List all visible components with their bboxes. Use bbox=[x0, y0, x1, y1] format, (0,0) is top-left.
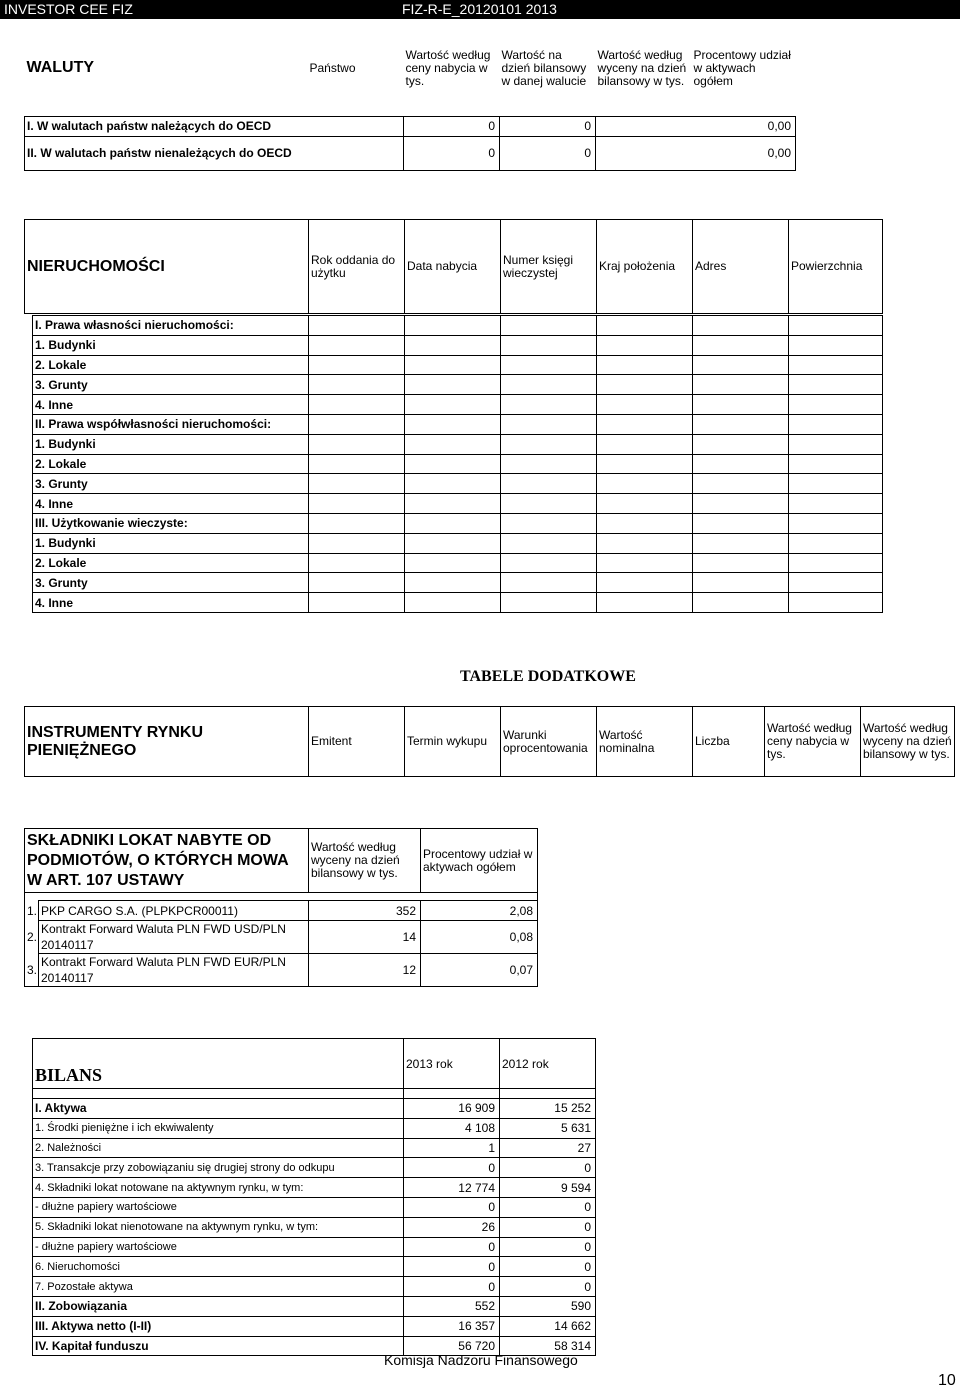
empty-cell bbox=[597, 414, 693, 434]
empty-cell bbox=[309, 414, 405, 434]
empty-cell bbox=[597, 533, 693, 553]
value: 12 bbox=[309, 954, 421, 987]
empty-cell bbox=[597, 355, 693, 375]
table-row bbox=[33, 474, 883, 494]
empty-cell bbox=[501, 454, 597, 474]
table-row bbox=[25, 954, 538, 987]
empty-cell bbox=[405, 316, 501, 336]
row-number: 1. bbox=[25, 901, 39, 921]
row-label: 2. Lokale bbox=[33, 355, 309, 375]
value-2012: 590 bbox=[500, 1296, 596, 1316]
table-row bbox=[33, 454, 883, 474]
empty-cell bbox=[597, 375, 693, 395]
row-label: - dłużne papiery wartościowe bbox=[33, 1197, 404, 1217]
row-number: 2. bbox=[25, 921, 39, 954]
table-row bbox=[25, 136, 796, 170]
empty-cell bbox=[789, 513, 883, 533]
table-row bbox=[33, 1277, 596, 1297]
table-row bbox=[33, 414, 883, 434]
waluty-table bbox=[24, 40, 796, 171]
value-2012: 0 bbox=[500, 1217, 596, 1237]
col-header: Wartość według wyceny na dzień bilansowy w tys. bbox=[861, 707, 955, 777]
value-2012: 0 bbox=[500, 1158, 596, 1178]
col-header: Procentowy udział w aktywach ogółem bbox=[421, 829, 538, 893]
table-row bbox=[33, 513, 883, 533]
row-label: - dłużne papiery wartościowe bbox=[33, 1237, 404, 1257]
value-2013: 56 720 bbox=[404, 1336, 500, 1356]
empty-cell bbox=[405, 533, 501, 553]
row-label: 3. Transakcje przy zobowiązaniu się drugiej strony do odkupu bbox=[33, 1158, 404, 1178]
empty-cell bbox=[309, 533, 405, 553]
row-label: Kontrakt Forward Waluta PLN FWD USD/PLN 20140117 bbox=[39, 921, 309, 954]
col-header: Wartość według ceny nabycia w tys. bbox=[405, 47, 491, 88]
value: 352 bbox=[309, 901, 421, 921]
table-row bbox=[33, 316, 883, 336]
empty-cell bbox=[693, 454, 789, 474]
nieruchomosci-title: NIERUCHOMOŚCI bbox=[25, 220, 309, 314]
row-label: 4. Inne bbox=[33, 494, 309, 514]
nieruchomosci-header bbox=[24, 219, 883, 314]
table-row bbox=[33, 1099, 596, 1119]
empty-cell bbox=[309, 316, 405, 336]
empty-cell bbox=[789, 335, 883, 355]
instrumenty-table bbox=[24, 706, 955, 777]
table-row bbox=[33, 1237, 596, 1257]
col-header: Powierzchnia bbox=[789, 220, 883, 314]
empty-cell bbox=[789, 355, 883, 375]
empty-cell bbox=[693, 335, 789, 355]
empty-cell bbox=[597, 335, 693, 355]
empty-cell bbox=[693, 593, 789, 613]
empty-cell bbox=[309, 375, 405, 395]
page-number: 10 bbox=[938, 1372, 956, 1389]
empty-cell bbox=[597, 494, 693, 514]
row-label: 4. Inne bbox=[33, 395, 309, 415]
empty-cell bbox=[789, 474, 883, 494]
empty-cell bbox=[309, 553, 405, 573]
table-row bbox=[33, 533, 883, 553]
row-label: 1. Środki pieniężne i ich ekwiwalenty bbox=[33, 1118, 404, 1138]
col-header: Wartość według ceny nabycia w tys. bbox=[765, 707, 861, 777]
col-header: Wartość na dzień bilansowy w danej walucie bbox=[501, 47, 587, 88]
empty-cell bbox=[693, 474, 789, 494]
value: 0,00 bbox=[596, 136, 796, 170]
table-row bbox=[33, 1257, 596, 1277]
col-header: Wartość według wyceny na dzień bilansowy w tys. bbox=[309, 829, 421, 893]
value: 0,00 bbox=[596, 116, 796, 136]
row-label: 4. Składniki lokat notowane na aktywnym rynku, w tym: bbox=[33, 1178, 404, 1198]
row-label: 6. Nieruchomości bbox=[33, 1257, 404, 1277]
empty-cell bbox=[789, 375, 883, 395]
empty-cell bbox=[693, 513, 789, 533]
report-id: FIZ-R-E_20120101 2013 bbox=[402, 1, 557, 17]
nieruchomosci-rows bbox=[32, 315, 883, 613]
skladniki-title: SKŁADNIKI LOKAT NABYTE OD PODMIOTÓW, O KTÓRYCH MOWA W ART. 107 USTAWY bbox=[25, 829, 309, 893]
col-header: Data nabycia bbox=[405, 220, 501, 314]
value-2012: 58 314 bbox=[500, 1336, 596, 1356]
table-row bbox=[33, 1296, 596, 1316]
empty-cell bbox=[405, 335, 501, 355]
value-2013: 552 bbox=[404, 1296, 500, 1316]
table-row bbox=[33, 335, 883, 355]
empty-cell bbox=[693, 395, 789, 415]
footer-text: Komisja Nadzoru Finansowego bbox=[384, 1352, 578, 1368]
instrumenty-title: INSTRUMENTY RYNKU PIENIĘŻNEGO bbox=[25, 707, 309, 777]
row-label: 4. Inne bbox=[33, 593, 309, 613]
empty-cell bbox=[597, 395, 693, 415]
empty-cell bbox=[501, 533, 597, 553]
row-label: 1. Budynki bbox=[33, 434, 309, 454]
row-label: 7. Pozostałe aktywa bbox=[33, 1277, 404, 1297]
empty-cell bbox=[597, 316, 693, 336]
empty-cell bbox=[693, 573, 789, 593]
table-row bbox=[33, 355, 883, 375]
empty-cell bbox=[405, 375, 501, 395]
value-2012: 0 bbox=[500, 1257, 596, 1277]
value: 0 bbox=[404, 116, 500, 136]
empty-cell bbox=[405, 573, 501, 593]
col-header: 2013 rok bbox=[404, 1039, 500, 1089]
empty-cell bbox=[789, 553, 883, 573]
empty-cell bbox=[405, 355, 501, 375]
empty-cell bbox=[501, 553, 597, 573]
value-2012: 27 bbox=[500, 1138, 596, 1158]
empty-cell bbox=[309, 593, 405, 613]
table-row bbox=[33, 395, 883, 415]
col-header: Termin wykupu bbox=[405, 707, 501, 777]
empty-cell bbox=[597, 593, 693, 613]
table-row bbox=[33, 375, 883, 395]
col-header: Liczba bbox=[693, 707, 765, 777]
empty-cell bbox=[789, 414, 883, 434]
table-row bbox=[25, 921, 538, 954]
col-header: Emitent bbox=[309, 707, 405, 777]
col-header: Wartość według wyceny na dzień bilansowy w tys. bbox=[597, 47, 687, 88]
empty-cell bbox=[309, 454, 405, 474]
row-label: 2. Lokale bbox=[33, 553, 309, 573]
tabele-dodatkowe-title: TABELE DODATKOWE bbox=[460, 668, 636, 685]
row-label: 5. Składniki lokat nienotowane na aktywnym rynku, w tym: bbox=[33, 1217, 404, 1237]
value-2012: 5 631 bbox=[500, 1118, 596, 1138]
empty-cell bbox=[405, 494, 501, 514]
empty-cell bbox=[405, 395, 501, 415]
table-row bbox=[33, 494, 883, 514]
empty-cell bbox=[405, 414, 501, 434]
empty-cell bbox=[693, 414, 789, 434]
empty-cell bbox=[501, 316, 597, 336]
col-header: Numer księgi wieczystej bbox=[501, 220, 597, 314]
row-label: 3. Grunty bbox=[33, 573, 309, 593]
row-label: 2. Lokale bbox=[33, 454, 309, 474]
empty-cell bbox=[309, 434, 405, 454]
empty-cell bbox=[501, 355, 597, 375]
empty-cell bbox=[501, 593, 597, 613]
empty-cell bbox=[405, 593, 501, 613]
value-2013: 0 bbox=[404, 1237, 500, 1257]
row-number: 3. bbox=[25, 954, 39, 987]
empty-cell bbox=[789, 395, 883, 415]
empty-cell bbox=[501, 434, 597, 454]
value-2012: 0 bbox=[500, 1277, 596, 1297]
value-2013: 16 357 bbox=[404, 1316, 500, 1336]
empty-cell bbox=[597, 454, 693, 474]
table-row bbox=[33, 434, 883, 454]
value-2013: 0 bbox=[404, 1277, 500, 1297]
value-2012: 0 bbox=[500, 1197, 596, 1217]
row-label: I. Aktywa bbox=[33, 1099, 404, 1119]
empty-cell bbox=[405, 553, 501, 573]
bilans-table bbox=[32, 1038, 596, 1356]
table-row bbox=[33, 1178, 596, 1198]
value-2013: 4 108 bbox=[404, 1118, 500, 1138]
empty-cell bbox=[501, 414, 597, 434]
value: 0,07 bbox=[421, 954, 538, 987]
row-label: IV. Kapitał funduszu bbox=[33, 1336, 404, 1356]
table-row bbox=[33, 1197, 596, 1217]
value-2013: 0 bbox=[404, 1257, 500, 1277]
empty-cell bbox=[309, 335, 405, 355]
empty-cell bbox=[501, 375, 597, 395]
row-label: I. Prawa własności nieruchomości: bbox=[33, 316, 309, 336]
row-label: II. Zobowiązania bbox=[33, 1296, 404, 1316]
empty-cell bbox=[789, 573, 883, 593]
value-2013: 16 909 bbox=[404, 1099, 500, 1119]
row-label: III. Aktywa netto (I-II) bbox=[33, 1316, 404, 1336]
fund-name: INVESTOR CEE FIZ bbox=[4, 1, 133, 17]
empty-cell bbox=[597, 553, 693, 573]
empty-cell bbox=[309, 474, 405, 494]
table-row bbox=[33, 1316, 596, 1336]
empty-cell bbox=[501, 395, 597, 415]
table-row bbox=[33, 1217, 596, 1237]
value-2012: 0 bbox=[500, 1237, 596, 1257]
empty-cell bbox=[693, 494, 789, 514]
empty-cell bbox=[789, 316, 883, 336]
row-label: III. Użytkowanie wieczyste: bbox=[33, 513, 309, 533]
empty-cell bbox=[597, 573, 693, 593]
value-2012: 9 594 bbox=[500, 1178, 596, 1198]
empty-cell bbox=[309, 395, 405, 415]
col-header: Wartość nominalna bbox=[597, 707, 693, 777]
table-row bbox=[33, 553, 883, 573]
empty-cell bbox=[597, 474, 693, 494]
table-row bbox=[33, 1138, 596, 1158]
table-row bbox=[25, 901, 538, 921]
col-header: Warunki oprocentowania bbox=[501, 707, 597, 777]
row-label: 3. Grunty bbox=[33, 474, 309, 494]
empty-cell bbox=[693, 434, 789, 454]
empty-cell bbox=[405, 513, 501, 533]
col-header: Rok oddania do użytku bbox=[309, 220, 405, 314]
value-2013: 1 bbox=[404, 1138, 500, 1158]
col-header: 2012 rok bbox=[500, 1039, 596, 1089]
col-header: Kraj położenia bbox=[597, 220, 693, 314]
empty-cell bbox=[789, 434, 883, 454]
empty-cell bbox=[693, 375, 789, 395]
table-row bbox=[33, 1158, 596, 1178]
empty-cell bbox=[405, 434, 501, 454]
empty-cell bbox=[789, 454, 883, 474]
value: 0 bbox=[404, 136, 500, 170]
value: 0 bbox=[500, 136, 596, 170]
value-2012: 15 252 bbox=[500, 1099, 596, 1119]
value-2012: 14 662 bbox=[500, 1316, 596, 1336]
value-2013: 0 bbox=[404, 1197, 500, 1217]
empty-cell bbox=[405, 474, 501, 494]
empty-cell bbox=[501, 573, 597, 593]
value-2013: 26 bbox=[404, 1217, 500, 1237]
empty-cell bbox=[405, 454, 501, 474]
bilans-title: BILANS bbox=[33, 1039, 404, 1089]
empty-cell bbox=[501, 474, 597, 494]
value-2013: 0 bbox=[404, 1158, 500, 1178]
value: 2,08 bbox=[421, 901, 538, 921]
header-bar bbox=[0, 0, 960, 19]
empty-cell bbox=[693, 355, 789, 375]
col-header: Procentowy udział w aktywach ogółem bbox=[693, 47, 791, 88]
table-row bbox=[33, 1118, 596, 1138]
empty-cell bbox=[693, 316, 789, 336]
empty-cell bbox=[501, 335, 597, 355]
row-label: II. W walutach państw nienależących do OECD bbox=[25, 136, 404, 170]
value: 14 bbox=[309, 921, 421, 954]
col-header: Adres bbox=[693, 220, 789, 314]
row-label: 1. Budynki bbox=[33, 533, 309, 553]
empty-cell bbox=[501, 513, 597, 533]
value: 0 bbox=[500, 116, 596, 136]
empty-cell bbox=[309, 513, 405, 533]
skladniki-table bbox=[24, 828, 538, 987]
empty-cell bbox=[693, 553, 789, 573]
empty-cell bbox=[309, 494, 405, 514]
col-header: Państwo bbox=[309, 60, 356, 75]
empty-cell bbox=[309, 573, 405, 593]
empty-cell bbox=[597, 513, 693, 533]
row-label: 2. Należności bbox=[33, 1138, 404, 1158]
row-label: I. W walutach państw należących do OECD bbox=[25, 116, 404, 136]
empty-cell bbox=[501, 494, 597, 514]
table-row bbox=[25, 116, 796, 136]
row-label: II. Prawa współwłasności nieruchomości: bbox=[33, 414, 309, 434]
value-2013: 12 774 bbox=[404, 1178, 500, 1198]
row-label: Kontrakt Forward Waluta PLN FWD EUR/PLN 20140117 bbox=[39, 954, 309, 987]
row-label: 1. Budynki bbox=[33, 335, 309, 355]
empty-cell bbox=[693, 533, 789, 553]
empty-cell bbox=[309, 355, 405, 375]
row-label: 3. Grunty bbox=[33, 375, 309, 395]
table-row bbox=[33, 573, 883, 593]
empty-cell bbox=[789, 494, 883, 514]
table-row bbox=[33, 593, 883, 613]
row-label: PKP CARGO S.A. (PLPKPCR00011) bbox=[39, 901, 309, 921]
empty-cell bbox=[597, 434, 693, 454]
empty-cell bbox=[789, 533, 883, 553]
empty-cell bbox=[789, 593, 883, 613]
value: 0,08 bbox=[421, 921, 538, 954]
waluty-title: WALUTY bbox=[26, 59, 95, 76]
